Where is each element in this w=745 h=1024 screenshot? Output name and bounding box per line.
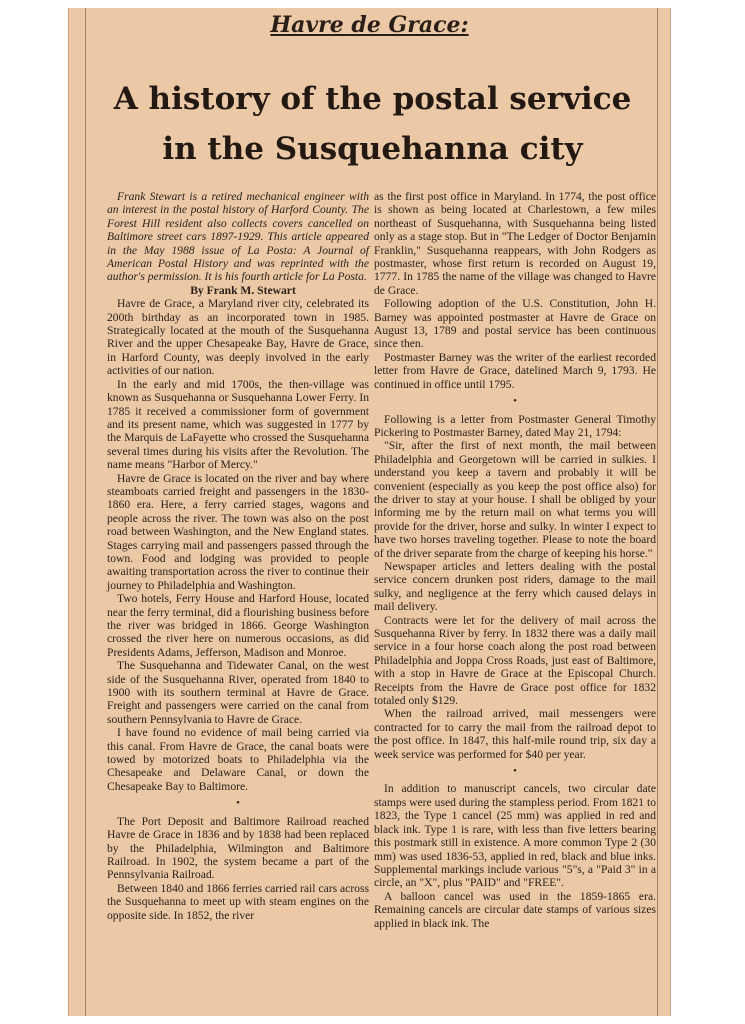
paragraph: Havre de Grace, a Maryland river city, celebrated its 200th birthday as an incorporated town in 1985. Strategically located at the mouth of the Susquehanna River and the upper Chesapeake Bay, Havre de Grace, in Harford County, was deeply involved in the early activities of our nation.: [107, 297, 369, 378]
paragraph: Two hotels, Ferry House and Harford House, located near the ferry terminal, did a flourishing business before the river was bridged in 1866. George Washington crossed the river here on numerous occasions, as did Presidents Adams, Jefferson, Madison and Monroe.: [107, 592, 369, 659]
paragraph: Following adoption of the U.S. Constitution, John H. Barney was appointed postmaster at Havre de Grace on August 13, 1789 and postal service has been continuous since then.: [374, 297, 656, 351]
paragraph: When the railroad arrived, mail messengers were contracted for to carry the mail from the railroad depot to the post office. In 1847, this half-mile round trip, six day a week service was performed for $40 per year.: [374, 707, 656, 761]
paragraph: Between 1840 and 1866 ferries carried rail cars across the Susquehanna to meet up with steam engines on the opposite side. In 1852, the river: [107, 881, 369, 922]
paragraph: Havre de Grace is located on the river and bay where steamboats carried freight and passengers in the 1830-1860 era. Here, a ferry carried stages, wagons and people across the river. The town was also on the post road between Washington, and the New England states. Stages carrying mail and passengers passed through the town. Food and lodging was provided to people awaiting transportation across the river to continue their journey to Philadelphia and Washington.: [107, 471, 369, 592]
headline-line-2: in the Susquehanna city: [162, 131, 583, 167]
paragraph: I have found no evidence of mail being carried via this canal. From Havre de Grace, the canal boats were towed by motorized boats to Philadelphia via the Chesapeake and Delaware Canal, or down the Chesapeake Bay to Baltimore.: [107, 726, 369, 793]
headline-line-1: A history of the postal service: [113, 81, 632, 117]
column-rule-left: [85, 8, 86, 1016]
paragraph: In the early and mid 1700s, the then-village was known as Susquehanna or Susquehanna Lower Ferry. In 1785 it received a commissioner form of government and its present name, which was suggested in 1777 by the Marquis de LaFayette who crossed the Susquehanna several times during his visits after the Revolution. The name means "Harbor of Mercy.": [107, 377, 369, 472]
right-column: [374, 190, 656, 930]
left-column: [107, 190, 369, 922]
paragraph: Contracts were let for the delivery of mail across the Susquehanna River by ferry. In 1832 there was a daily mail service in a four horse coach along the post road between Philadelphia and Joppa Cross Roads, just east of Baltimore, with a stop in Havre de Grace at the Episcopal Church. Receipts from the Havre de Grace post office for 1832 totaled only $129.: [374, 613, 656, 708]
paragraph: The Port Deposit and Baltimore Railroad reached Havre de Grace in 1836 and by 1838 had been replaced by the Philadelphia, Wilmington and Baltimore Railroad. In 1902, the system became a part of the Pennsylvania Railroad.: [107, 814, 369, 882]
paragraph: Postmaster Barney was the writer of the earliest recorded letter from Havre de Grace, datelined March 9, 1793. He continued in office until 1795.: [374, 350, 656, 391]
paragraph: A balloon cancel was used in the 1859-1865 era. Remaining cancels are circular date stamps of various sizes applied in black ink. The: [374, 889, 656, 930]
paragraph: as the first post office in Maryland. In 1774, the post office is shown as being located at Charlestown, a few miles northeast of Susquehanna, with Susquehanna being listed only as a stage stop. But in "The Ledger of Doctor Benjamin Franklin," Susquehanna reappears, with John Rodgers as postmaster, whose first return is recorded on August 19, 1777. In 1785 the name of the village was changed to Havre de Grace.: [374, 190, 656, 297]
column-rule-right: [657, 8, 658, 1016]
paragraph: In addition to manuscript cancels, two circular date stamps were used during the stampless period. From 1821 to 1823, the Type 1 cancel (25 mm) was applied in red and black ink. Type 1 is rare, with less than five letters bearing this postmark still in existence. A more common Type 2 (30 mm) was used 1836-53, applied in red, black and blue inks. Supplemental markings include various "5"s, a "Paid 3" in a circle, an "X", plus "PAID" and "FREE".: [374, 782, 656, 890]
section-dot: •: [513, 765, 517, 778]
section-dot: •: [513, 395, 517, 408]
paragraph: The Susquehanna and Tidewater Canal, on the west side of the Susquehanna River, operated from 1840 to 1900 with its southern terminal at Havre de Grace. Freight and passengers were carried on the canal from southern Pennsylvania to Havre de Grace.: [107, 659, 369, 726]
kicker-title: Havre de Grace:: [270, 12, 469, 38]
paragraph: "Sir, after the first of next month, the mail between Philadelphia and Georgetown will be carried in sulkies. I understand you keep a tavern and probably it will be convenient (especially as you keep the post office also) for the driver to stay at your house. I shall be obliged by your informing me by the return mail on what terms you will provide for the driver, horse and sulky. In winter I expect to have two horses traveling together. Please to note the board of the driver separate from the charge of keeping his horse.": [374, 439, 656, 560]
author-intro: Frank Stewart is a retired mechanical engineer with an interest in the postal history of Harford County. The Forest Hill resident also collects covers cancelled on Baltimore street cars 1897-1929. This article appeared in the May 1988 issue of La Posta: A Journal of American Postal History and was reprinted with the author's permission. It is his fourth article for La Posta.: [107, 190, 369, 284]
paragraph: Newspaper articles and letters dealing with the postal service concern drunken post riders, damage to the mail sulky, and negligence at the ferry which caused delays in mail delivery.: [374, 559, 656, 614]
section-dot: •: [236, 797, 240, 810]
paragraph: Following is a letter from Postmaster General Timothy Pickering to Postmaster Barney, dated May 21, 1794:: [374, 412, 656, 439]
byline: By Frank M. Stewart: [190, 283, 296, 297]
newspaper-clipping: [68, 8, 671, 1016]
headline: [89, 74, 656, 174]
